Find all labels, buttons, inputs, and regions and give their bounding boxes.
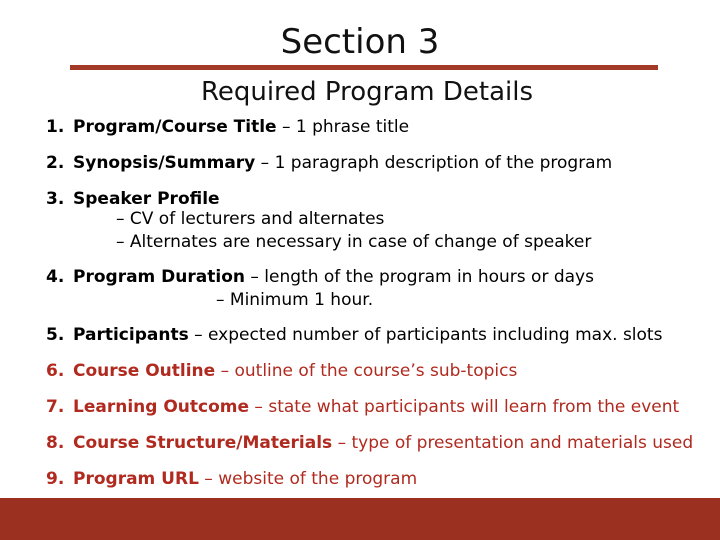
sub-item: – Alternates are necessary in case of change of speaker: [116, 232, 592, 252]
list-item-2: [46, 152, 612, 174]
item-number: 3.: [46, 189, 65, 209]
item-number: 9.: [46, 469, 65, 489]
item-term: Course Structure/Materials: [73, 433, 333, 453]
item-description: – state what participants will learn from the event: [249, 397, 680, 417]
list-item-6: [46, 360, 517, 382]
item-term: Participants: [73, 325, 189, 345]
item-number: 7.: [46, 397, 65, 417]
item-number: 5.: [46, 325, 65, 345]
item-term: Program/Course Title: [73, 117, 277, 137]
item-number: 2.: [46, 153, 65, 173]
footer-bar: [0, 498, 720, 540]
item-term: Speaker Profile: [73, 189, 220, 209]
item-description: – expected number of participants including max. slots: [188, 325, 663, 345]
item-number: 1.: [46, 117, 65, 137]
title-divider: [70, 65, 658, 70]
list-item-4: [46, 266, 594, 288]
item-term: Course Outline: [73, 361, 216, 381]
item-description: – type of presentation and materials used: [332, 433, 694, 453]
item-number: 8.: [46, 433, 65, 453]
item-term: Program Duration: [73, 267, 245, 287]
list-item-5: [46, 324, 662, 346]
list-item-3: [46, 188, 220, 210]
list-item-9: [46, 468, 417, 490]
item-description: – length of the program in hours or days: [244, 267, 594, 287]
sub-item: – Minimum 1 hour.: [216, 290, 374, 310]
item-description: – website of the program: [198, 469, 418, 489]
item-number: 4.: [46, 267, 65, 287]
item-term: Synopsis/Summary: [73, 153, 256, 173]
item-description: – 1 paragraph description of the program: [255, 153, 613, 173]
item-term: Learning Outcome: [73, 397, 250, 417]
slide-subtitle: Required Program Details: [200, 77, 534, 107]
sub-item: – CV of lecturers and alternates: [116, 209, 385, 229]
item-description: – 1 phrase title: [276, 117, 410, 137]
list-item-8: [46, 432, 693, 454]
item-term: Program URL: [73, 469, 199, 489]
item-number: 6.: [46, 361, 65, 381]
slide-title: Section 3: [280, 22, 440, 62]
list-item-1: [46, 116, 409, 138]
list-item-7: [46, 396, 679, 418]
item-description: – outline of the course’s sub-topics: [215, 361, 518, 381]
